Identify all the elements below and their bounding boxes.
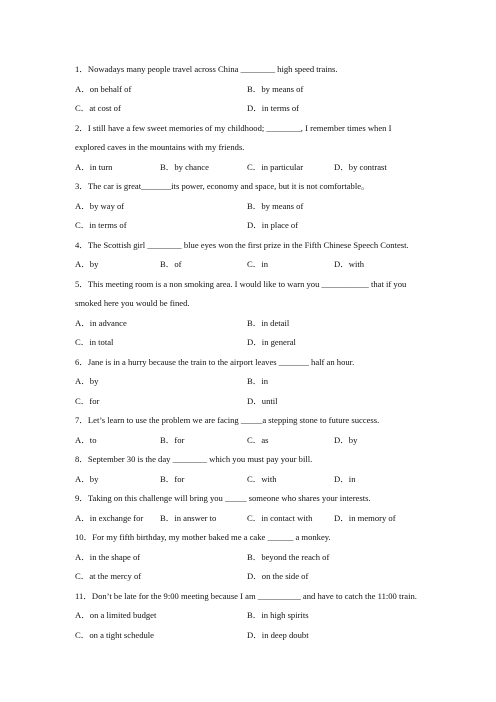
question-1-option-a: A．on behalf of [75, 83, 132, 94]
question-11-option-d: D．in deep doubt [247, 629, 309, 640]
question-11-option-a: A．on a limited budget [75, 610, 157, 620]
question-2-option-b: B．by chance [160, 161, 209, 172]
question-1-text: 1．Nowadays many people travel across China ________ high speed trains. [75, 64, 338, 74]
question-4-option-d: D．with [334, 259, 365, 269]
question-4-text: 4．The Scottish girl ________ blue eyes won the first prize in the Fifth Chinese Speech Contest. [75, 239, 409, 250]
question-5-option-d: D．in general [247, 337, 296, 347]
question-1-option-d: D．in terms of [247, 103, 300, 113]
question-5-option-c: C．in total [75, 337, 114, 347]
question-9-option-c: C．in contact with [247, 512, 313, 523]
question-8-option-a: A．by [75, 473, 99, 484]
question-3-text: 3．The car is great_______its power, economy and space, but it is not comfortable。 [75, 181, 370, 191]
question-9-option-b: B．in answer to [160, 512, 217, 523]
question-5-option-a: A．in advance [75, 317, 127, 328]
question-6-option-d: D．until [247, 395, 278, 406]
question-2-text: explored caves in the mountains with my friends. [75, 142, 245, 152]
question-4-option-a: A．by [75, 259, 99, 269]
question-7-option-b: B．for [160, 434, 185, 445]
question-10-option-c: C．at the mercy of [75, 571, 142, 581]
question-10-option-b: B．beyond the reach of [247, 551, 330, 562]
question-6-option-c: C．for [75, 395, 100, 406]
question-5-text: 5．This meeting room is a non smoking area. I would like to warn you ___________ that if you [75, 278, 407, 289]
question-10-option-d: D．on the side of [247, 571, 309, 581]
question-3-option-c: C．in terms of [75, 220, 127, 230]
question-5-option-b: B．in detail [247, 317, 290, 328]
question-10-text: 10．For my fifth birthday, my mother baked me a cake ______ a monkey. [75, 532, 331, 542]
question-3-option-b: B．by means of [247, 200, 304, 211]
question-1-option-b: B．by means of [247, 83, 304, 94]
question-9-text: 9．Taking on this challenge will bring you _____ someone who shares your interests. [75, 493, 371, 503]
question-6-text: 6．Jane is in a hurry because the train to the airport leaves _______ half an hour. [75, 356, 355, 367]
question-8-option-b: B．for [160, 473, 185, 484]
question-8-option-d: D．in [334, 473, 356, 484]
question-8-option-c: C．with [247, 473, 277, 484]
question-2-option-d: D．by contrast [334, 161, 387, 172]
question-8-text: 8．September 30 is the day ________ which you must pay your bill. [75, 454, 313, 464]
question-4-option-b: B．of [160, 259, 182, 269]
question-3-option-a: A．by way of [75, 200, 125, 211]
question-11-option-b: B．in high spirits [247, 610, 309, 620]
question-5-text: smoked here you would be fined. [75, 298, 190, 308]
question-11-text: 11．Don’t be late for the 9:00 meeting because I am __________ and have to catch the 11:00 train. [75, 590, 417, 601]
question-7-option-a: A．to [75, 434, 97, 445]
question-6-option-a: A．by [75, 376, 99, 386]
question-2-option-a: A．in turn [75, 161, 113, 172]
question-7-option-d: D．by [334, 434, 358, 445]
question-7-option-c: C．as [247, 434, 269, 445]
question-2-option-c: C．in particular [247, 161, 304, 172]
question-10-option-a: A．in the shape of [75, 551, 141, 562]
question-4-option-c: C．in [247, 259, 269, 269]
question-1-option-c: C．at cost of [75, 103, 121, 113]
question-9-option-d: D．in memory of [334, 512, 396, 523]
question-11-option-c: C．on a tight schedule [75, 629, 155, 640]
question-6-option-b: B．in [247, 376, 269, 386]
question-2-text: 2．I still have a few sweet memories of my childhood; ________, I remember times when I [75, 122, 392, 133]
question-7-text: 7．Let’s learn to use the problem we are facing _____a stepping stone to future success. [75, 415, 380, 425]
question-3-option-d: D．in place of [247, 220, 299, 230]
question-9-option-a: A．in exchange for [75, 512, 144, 523]
